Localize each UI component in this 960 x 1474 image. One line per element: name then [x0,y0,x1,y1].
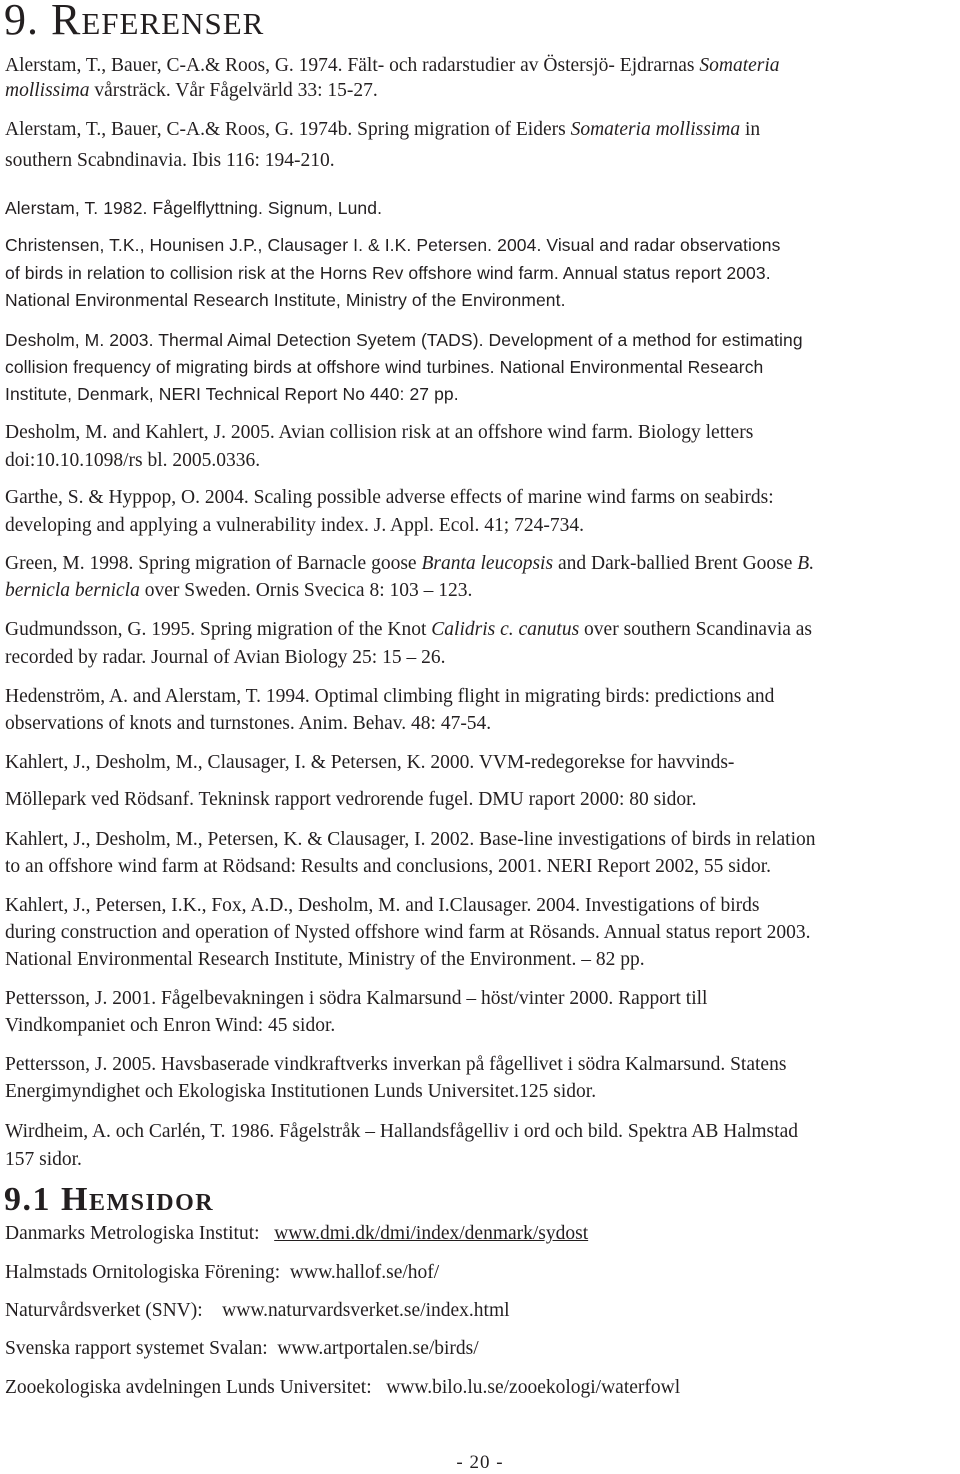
reference-line [5,288,566,312]
reference-line [5,618,812,642]
reference-text: Desholm, M. 2003. Thermal Aimal Detection Syetem (TADS). Development of a method for estimating [5,330,803,350]
reference-text: Alerstam, T., Bauer, C-A.& Roos, G. 1974b. Spring migration of Eiders [5,119,571,140]
reference-text: over southern Scandinavia as [579,619,813,640]
reference-text: National Environmental Research Institute, Ministry of the Environment. [5,290,566,310]
reference-line [5,948,645,972]
reference-text: Kahlert, J., Desholm, M., Petersen, K. & Clausager, I. 2002. Base-line investigations of birds in relation [5,829,816,850]
italic-species-name: Branta leucopsis [421,553,554,574]
reference-text: Gudmundsson, G. 1995. Spring migration of the Knot [5,619,432,640]
website-url-link[interactable]: www.dmi.dk/dmi/index/denmark/sydost [274,1223,589,1244]
reference-line [5,1120,798,1144]
reference-line [5,118,760,142]
reference-text: Garthe, S. & Hyppop, O. 2004. Scaling possible adverse effects of marine wind farms on seabirds: [5,487,774,508]
italic-species-name: Somateria mollissima [570,119,741,140]
reference-line [5,233,780,257]
website-url-link[interactable]: www.artportalen.se/birds/ [277,1338,479,1359]
website-url-link[interactable]: www.naturvardsverket.se/index.html [222,1300,510,1321]
reference-text: Vindkompaniet och Enron Wind: 45 sidor. [5,1015,336,1036]
website-url-link[interactable]: www.hallof.se/hof/ [289,1262,440,1283]
website-entry [5,1261,439,1285]
reference-line [5,1148,82,1172]
reference-line [5,685,774,709]
reference-line [5,79,378,103]
reference-line [5,921,811,945]
reference-text: Institute, Denmark, NERI Technical Report No 440: 27 pp. [5,384,459,404]
reference-text: observations of knots and turnstones. Anim. Behav. 48: 47-54. [5,713,492,734]
reference-line [5,449,260,473]
reference-text: 157 sidor. [5,1149,82,1170]
reference-text: southern Scabndinavia. Ibis 116: 194-210. [5,150,335,171]
website-label: Halmstads Ornitologiska Förening: [5,1262,281,1283]
reference-line [5,828,816,852]
reference-text: Möllepark ved Rödsanf. Tekninsk rapport vedrorende fugel. DMU raport 2000: 80 sidor. [5,789,697,810]
reference-text: Hedenström, A. and Alerstam, T. 1994. Optimal climbing flight in migrating birds: predictions and [5,686,775,707]
reference-text: and Dark-ballied Brent Goose [553,553,798,574]
reference-text: of birds in relation to collision risk at the Horns Rev offshore wind farm. Annual status report 2003. [5,263,771,283]
reference-line [5,328,803,352]
reference-text: in [740,119,761,140]
reference-text: collision frequency of migrating birds at offshore wind turbines. National Environmental Research [5,357,764,377]
reference-line [5,855,771,879]
reference-line [5,646,445,670]
italic-species-name: Somateria [699,55,780,76]
reference-line [5,788,696,812]
reference-text: to an offshore wind farm at Rödsand: Results and conclusions, 2001. NERI Report 2002, 55 sidor. [5,856,772,877]
reference-line [5,54,780,78]
websites-heading: 9.1 Hemsidor [4,1181,215,1218]
italic-species-name: Calidris c. canutus [431,619,580,640]
website-entry [5,1222,588,1246]
reference-line [5,894,759,918]
reference-text: Kahlert, J., Desholm, M., Clausager, I. & Petersen, K. 2000. VVM-redegorekse for havvinds- [5,752,735,773]
reference-line [5,486,774,510]
reference-text: recorded by radar. Journal of Avian Biology 25: 15 – 26. [5,647,446,668]
reference-text: Pettersson, J. 2005. Havsbaserade vindkraftverks inverkan på fågellivet i södra Kalmarsund. Statens [5,1054,787,1075]
reference-text: Wirdheim, A. och Carlén, T. 1986. Fågelstråk – Hallandsfågelliv i ord och bild. Spektra AB Halmstad [5,1121,798,1142]
reference-line [5,751,734,775]
website-label: Danmarks Metrologiska Institut: [5,1223,260,1244]
reference-text: Energimyndighet och Ekologiska Institutionen Lunds Universitet.125 sidor. [5,1081,597,1102]
reference-text: vårsträck. Vår Fågelvärld 33: 15-27. [89,80,378,101]
reference-line [5,1080,596,1104]
reference-line [5,355,763,379]
reference-text: Christensen, T.K., Hounisen J.P., Clausager I. & I.K. Petersen. 2004. Visual and radar observations [5,235,781,255]
reference-text: over Sweden. Ornis Svecica 8: 103 – 123. [139,580,473,601]
reference-text: National Environmental Research Institute, Ministry of the Environment. – 82 pp. [5,949,645,970]
italic-species-name: bernicla bernicla [5,580,140,601]
italic-species-name: mollissima [5,80,90,101]
website-entry [5,1376,680,1400]
reference-text: Alerstam, T., Bauer, C-A.& Roos, G. 1974. Fält- och radarstudier av Östersjö- Ejdrarnas [5,55,700,76]
website-label: Zooekologiska avdelningen Lunds Universitet: [5,1377,372,1398]
website-label: Svenska rapport systemet Svalan: [5,1338,268,1359]
website-url-link[interactable]: www.bilo.lu.se/zooekologi/waterfowl [386,1377,681,1398]
reference-line [5,1053,786,1077]
reference-text: Pettersson, J. 2001. Fågelbevakningen i södra Kalmarsund – höst/vinter 2000. Rapport till [5,988,708,1009]
reference-text: Desholm, M. and Kahlert, J. 2005. Avian collision risk at an offshore wind farm. Biology letters [5,422,754,443]
reference-line [5,382,459,406]
reference-line [5,196,382,220]
reference-line [5,712,491,736]
reference-text: Green, M. 1998. Spring migration of Barnacle goose [5,553,422,574]
reference-line [5,514,584,538]
reference-text: Kahlert, J., Petersen, I.K., Fox, A.D., Desholm, M. and I.Clausager. 2004. Investigations of birds [5,895,760,916]
italic-species-name: B. [797,553,815,574]
reference-line [5,1014,335,1038]
reference-text: doi:10.10.1098/rs bl. 2005.0336. [5,450,261,471]
reference-line [5,579,472,603]
reference-text: Alerstam, T. 1982. Fågelflyttning. Signum, Lund. [5,198,383,218]
reference-line [5,552,814,576]
website-entry [5,1337,479,1361]
website-entry [5,1299,510,1323]
reference-line [5,149,335,173]
reference-text: developing and applying a vulnerability index. J. Appl. Ecol. 41; 724-734. [5,515,584,536]
website-label: Naturvårdsverket (SNV): [5,1300,203,1321]
reference-line [5,421,753,445]
reference-line [5,261,771,285]
references-heading: 9. Referenser [4,0,265,44]
reference-text: during construction and operation of Nysted offshore wind farm at Rösands. Annual status report 2003. [5,922,811,943]
page-number: - 20 - [456,1452,504,1473]
reference-line [5,987,707,1011]
